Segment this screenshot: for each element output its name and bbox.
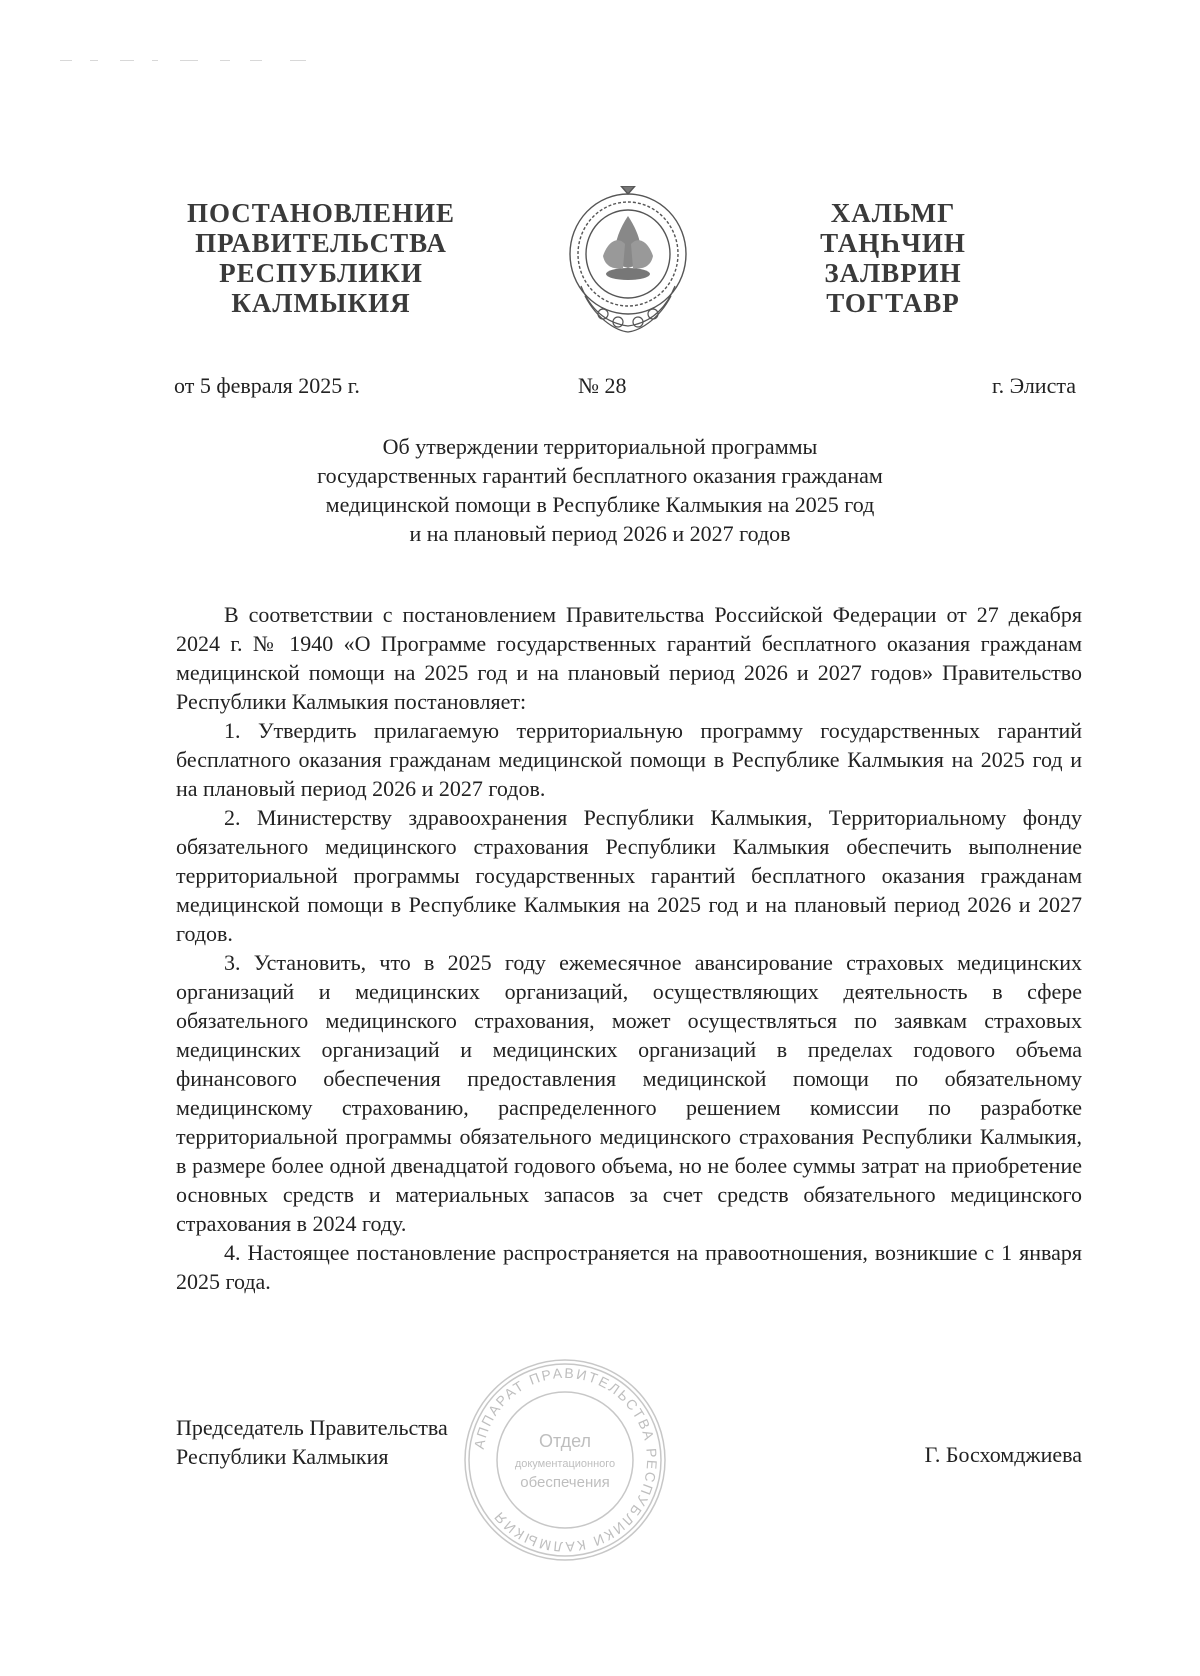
document-title xyxy=(250,432,950,548)
clause-2: 2. Министерству здравоохранения Республики Калмыкия, Территориальному фонду обязательного медицинского страхования Республики Калмыкия обеспечить выполнение территориальной программы государственных гарантий бесплатного оказания гражданам медицинской помощи в Республике Калмыкия на 2025 год и на плановый период 2026 и 2027 годов. xyxy=(176,805,1082,946)
issuer-title-russian xyxy=(186,198,456,318)
signatory-position-line: Республики Калмыкия xyxy=(176,1444,389,1469)
stamp-center-line: документационного xyxy=(514,1458,616,1470)
official-stamp xyxy=(460,1355,670,1565)
issuer-line: ЗАЛВРИН xyxy=(824,258,962,288)
document-body xyxy=(176,600,1082,1296)
issuer-line: ПРАВИТЕЛЬСТВА xyxy=(195,228,447,258)
signatory-name: Г. Босхомджиева xyxy=(924,1442,1082,1467)
issuer-title-kalmyk xyxy=(808,198,978,318)
issuer-line: ПОСТАНОВЛЕНИЕ xyxy=(186,198,456,228)
issuer-line: РЕСПУБЛИКИ xyxy=(219,258,423,288)
title-line: медицинской помощи в Республике Калмыкия на 2025 год xyxy=(325,492,875,517)
signatory-position xyxy=(176,1413,448,1471)
document-city: г. Элиста xyxy=(992,373,1076,398)
stamp-ring-text: АППАРАТ ПРАВИТЕЛЬСТВА РЕСПУБЛИКИ КАЛМЫКИЯ xyxy=(470,1364,661,1556)
scan-artifact xyxy=(60,58,320,64)
preamble-paragraph: В соответствии с постановлением Правительства Российской Федерации от 27 декабря 2024 г. № 1940 «О Программе государственных гарантий бесплатного оказания гражданам медицинской помощи на 2025 год и на плановый период 2026 и 2027 годов» Правительство Республики Калмыкия постановляет: xyxy=(176,602,1082,714)
signatory-position-line: Председатель Правительства xyxy=(176,1415,448,1440)
issuer-line: ТОГТАВР xyxy=(826,288,960,318)
clause-4: 4. Настоящее постановление распространяется на правоотношения, возникшие с 1 января 2025 года. xyxy=(176,1240,1082,1294)
title-line: и на плановый период 2026 и 2027 годов xyxy=(409,521,791,546)
issuer-line: ХАЛЬМГ xyxy=(830,198,956,228)
title-line: Об утверждении территориальной программы xyxy=(382,434,818,459)
clause-3: 3. Установить, что в 2025 году ежемесячное авансирование страховых медицинских организаций и медицинских организаций, осуществляющих деятельность в сфере обязательного медицинского страхования, может осуществляться по заявкам страховых медицинских организаций и медицинских организаций в пределах годового объема финансового обеспечения предоставления медицинской помощи по обязательному медицинскому страхованию, распределенного решением комиссии по разработке территориальной программы обязательного медицинского страхования Республики Калмыкия, в размере более одной двенадцатой годового объема, но не более суммы затрат на приобретение основных средств и материальных запасов за счет средств обязательного медицинского страхования в 2024 году. xyxy=(176,950,1082,1236)
stamp-center-line: обеспечения xyxy=(520,1474,610,1491)
document-number: № 28 xyxy=(578,373,627,398)
issuer-line: ТАҢҺЧИН xyxy=(820,228,966,258)
issuer-line: КАЛМЫКИЯ xyxy=(231,288,411,318)
clause-1: 1. Утвердить прилагаемую территориальную программу государственных гарантий бесплатного оказания гражданам медицинской помощи в Республике Калмыкия на 2025 год и на плановый период 2026 и 2027 годов. xyxy=(176,718,1082,801)
stamp-center-line: Отдел xyxy=(538,1431,592,1451)
republic-emblem-icon xyxy=(563,186,693,336)
title-line: государственных гарантий бесплатного оказания гражданам xyxy=(317,463,883,488)
document-date: от 5 февраля 2025 г. xyxy=(174,373,360,398)
